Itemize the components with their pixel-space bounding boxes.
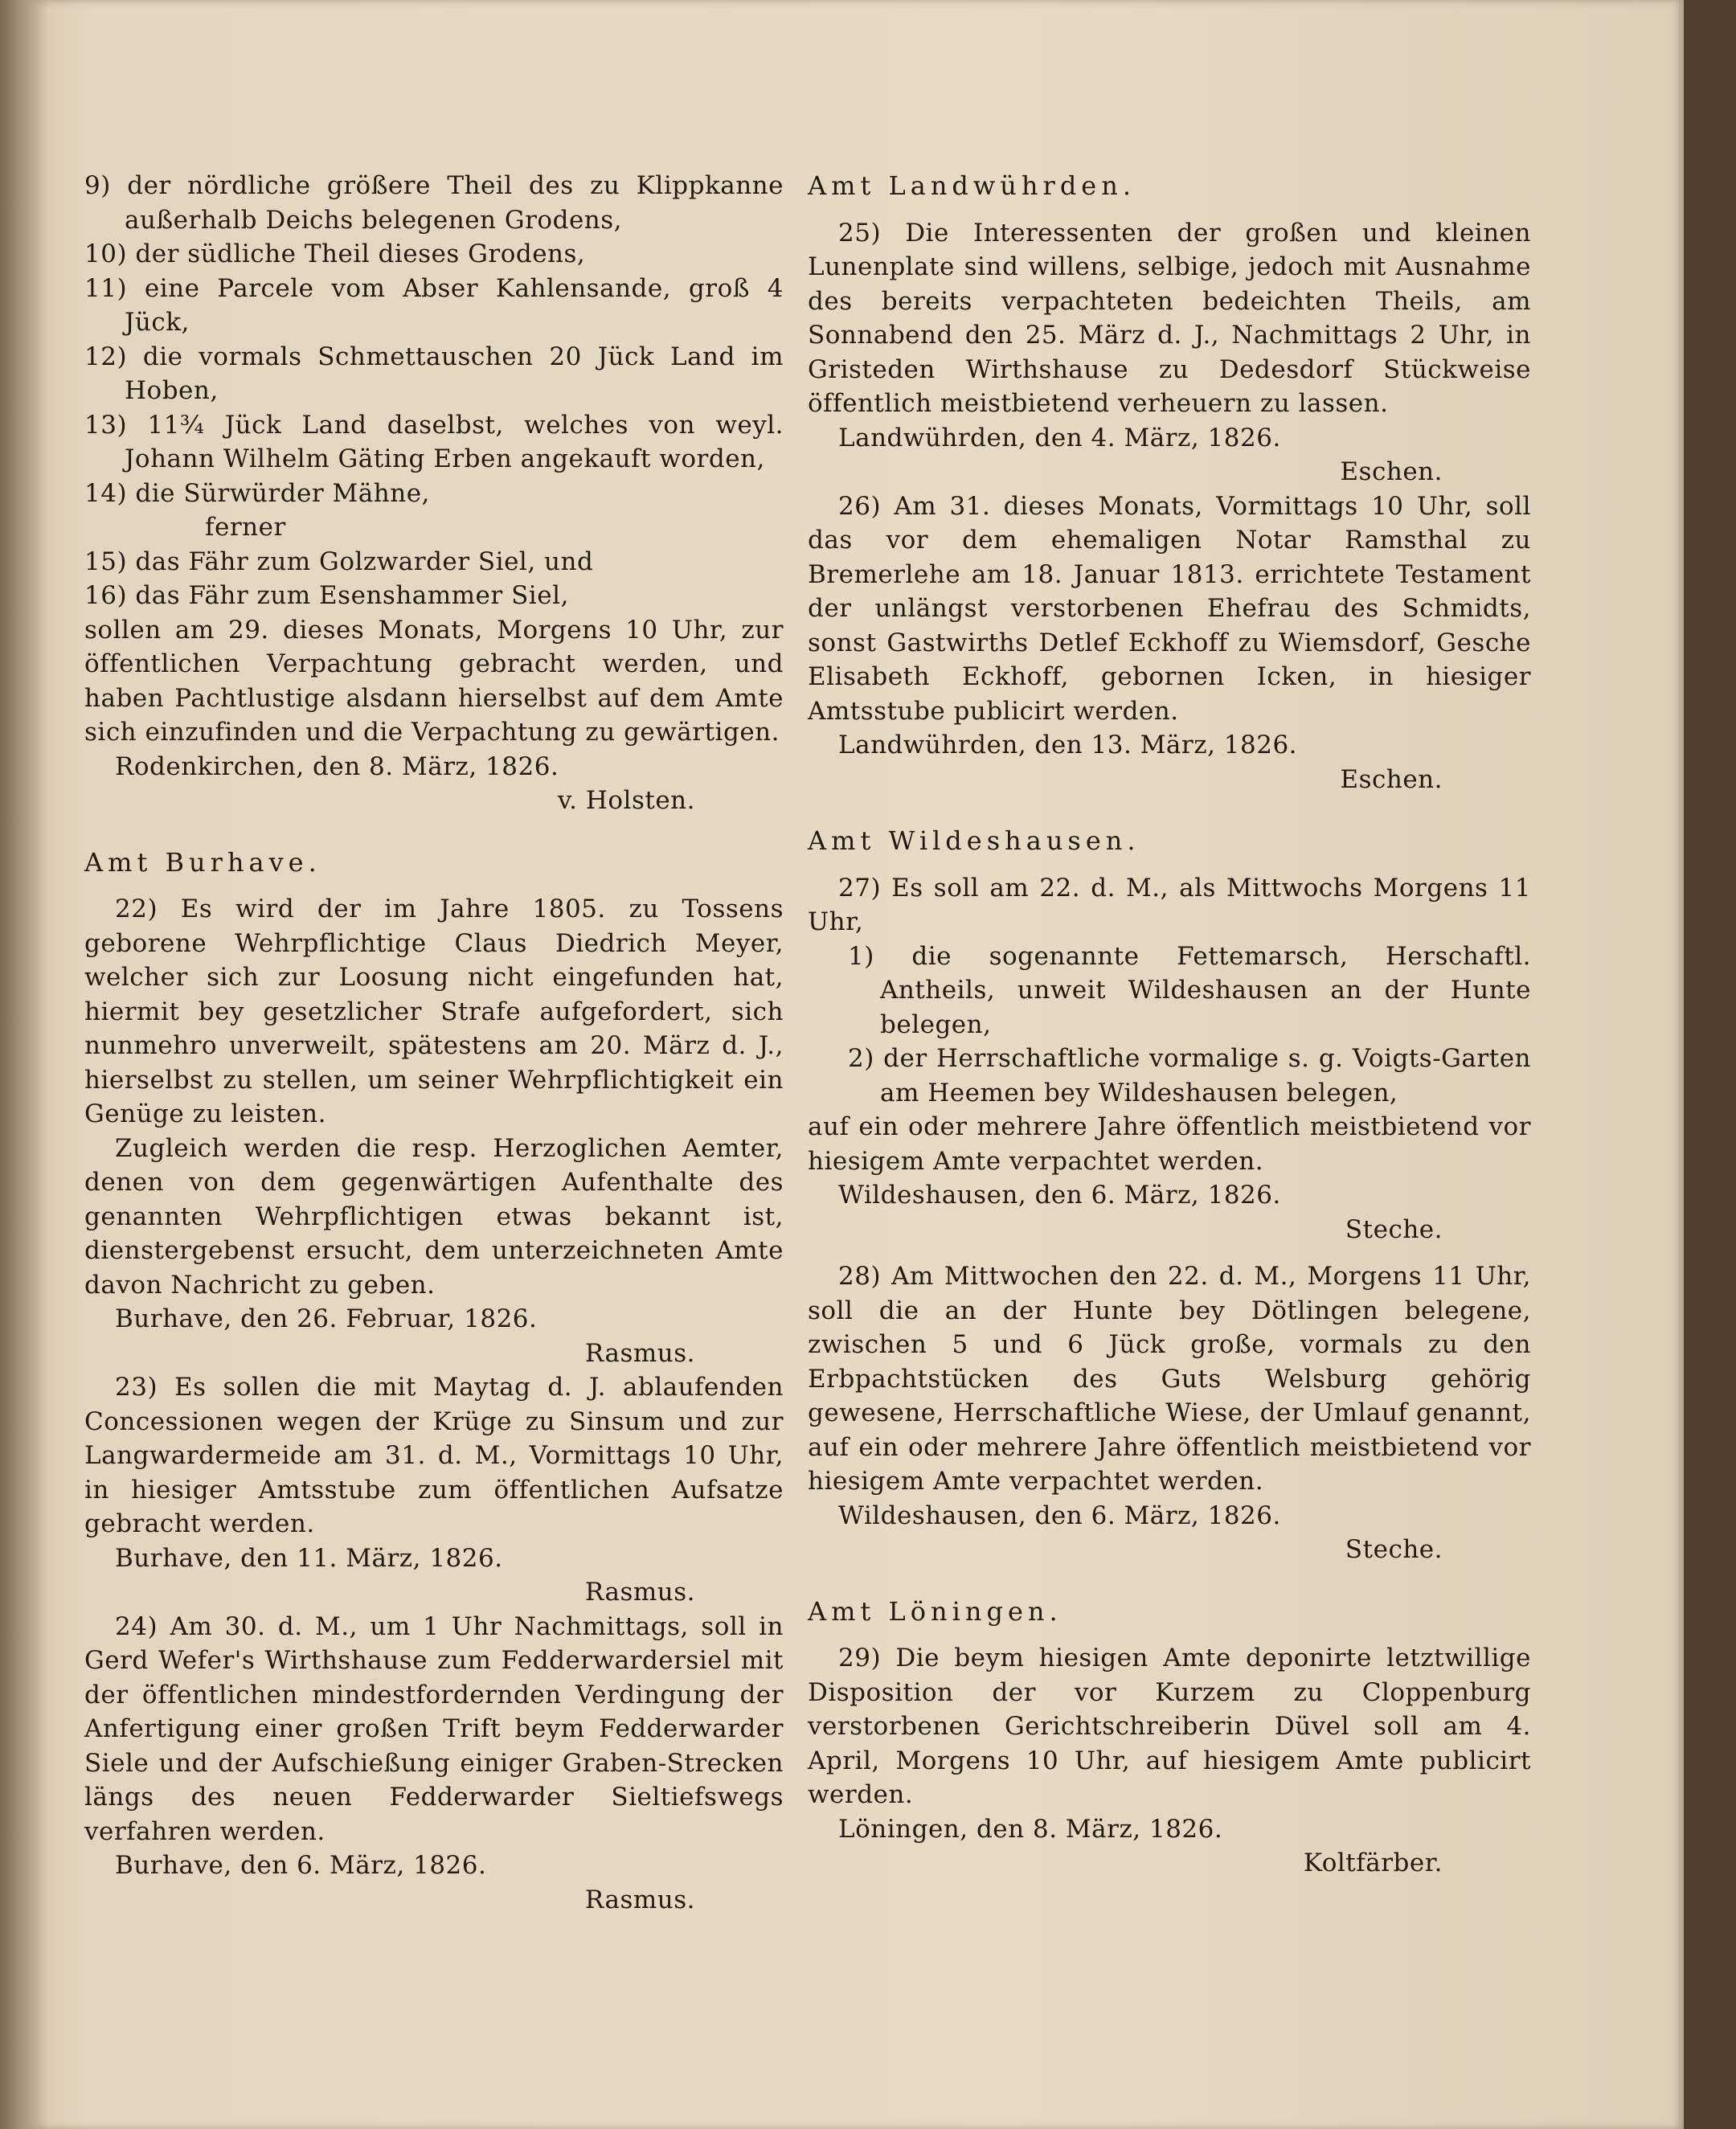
section-heading-wildeshausen: Amt Wildeshausen. bbox=[808, 825, 1140, 856]
list-item-16: 16) das Fähr zum Esenshammer Siel, bbox=[84, 581, 569, 610]
notice-23-date: Burhave, den 11. März, 1826. bbox=[115, 1543, 503, 1573]
section-heading-loeningen: Amt Löningen. bbox=[808, 1595, 1062, 1627]
notice-27-signature: Steche. bbox=[1345, 1214, 1443, 1244]
list-item-11: 11) eine Parcele vom Abser Kahlensande, groß 4 Jück, bbox=[84, 273, 784, 337]
notice-24-text: 24) Am 30. d. M., um 1 Uhr Nachmittags, soll in Gerd Wefer's Wirthshause zum Fedderwardersiel mit der öffentlichen mindestfordernden Verdingung der Anfertigung einer großen Trift beym Fedderwarder Siele und der Aufschießung einiger Graben-Strecken längs des neuen Fedderwarder Sieltiefswegs verfahren werden. bbox=[84, 1611, 784, 1846]
notice-24-date: Burhave, den 6. März, 1826. bbox=[115, 1851, 487, 1880]
list-item-15: 15) das Fähr zum Golzwarder Siel, und bbox=[84, 547, 594, 576]
notice-closing-signature: v. Holsten. bbox=[557, 786, 695, 815]
notice-28-signature: Steche. bbox=[1345, 1535, 1443, 1564]
notice-27-date: Wildeshausen, den 6. März, 1826. bbox=[838, 1181, 1281, 1210]
notice-27-item-2: 2) der Herrschaftliche vormalige s. g. Voigts-Garten am Heemen bey Wildeshausen belegen, bbox=[848, 1044, 1531, 1107]
book-gutter bbox=[0, 0, 48, 2129]
notice-22-text-2: Zugleich werden die resp. Herzoglichen Aemter, denen von dem gegenwärtigen Aufenthalte des genannten Wehrpflichtigen etwas bekannt ist, dienstergebenst ersucht, dem unterzeichneten Amte davon Nachricht zu geben. bbox=[84, 1133, 784, 1300]
list-item-14: 14) die Sürwürder Mähne, bbox=[84, 478, 430, 508]
list-connector: ferner bbox=[205, 513, 286, 542]
section-heading-landwuehrden: Amt Landwührden. bbox=[808, 170, 1136, 201]
notice-22-text: 22) Es wird der im Jahre 1805. zu Tossens geborene Wehrpflichtige Claus Diedrich Meyer, welcher sich zur Loosung nicht eingefunden hat, hiermit bey gesetzlicher Strafe aufgefordert, sich nunmehro unverweilt, spätestens am 20. März d. J., hierselbst zu stellen, um seiner Wehrpflichtigkeit ein Genüge zu leisten. bbox=[84, 895, 784, 1128]
notice-25-text: 25) Die Interessenten der großen und kleinen Lunenplate sind willens, selbige, jedoch mit Ausnahme des bereits verpachteten bedeichten Theils, am Sonnabend den 25. März d. J., Nachmittags 2 Uhr, in Gristeden Wirthshause zu Dedesdorf Stückweise öffentlich meistbietend verheuern zu lassen. bbox=[808, 218, 1531, 418]
notice-29-text: 29) Die beym hiesigen Amte deponirte letztwillige Disposition der vor Kurzem zu Cloppenburg verstorbenen Gerichtschreiberin Düvel soll am 4. April, Morgens 10 Uhr, auf hiesigem Amte publicirt werden. bbox=[808, 1644, 1531, 1809]
notice-26-signature: Eschen. bbox=[1340, 764, 1443, 794]
notice-27-tail: auf ein oder mehrere Jahre öffentlich meistbietend vor hiesigem Amte verpachtet werden. bbox=[808, 1112, 1531, 1176]
notice-24-signature: Rasmus. bbox=[584, 1885, 695, 1914]
list-item-9: 9) der nördliche größere Theil des zu Klippkanne außerhalb Deichs belegenen Grodens, bbox=[84, 171, 784, 235]
list-item-13: 13) 11¾ Jück Land daselbst, welches von weyl. Johann Wilhelm Gäting Erben angekauft worden, bbox=[84, 410, 784, 473]
notice-22-date: Burhave, den 26. Februar, 1826. bbox=[115, 1304, 538, 1333]
notice-closing-text: sollen am 29. dieses Monats, Morgens 10 Uhr, zur öffentlichen Verpachtung gebracht werden, und haben Pachtlustige alsdann hierselbst auf dem Amte sich einzufinden und die Verpachtung zu gewärtigen. bbox=[84, 615, 784, 747]
notice-26-text: 26) Am 31. dieses Monats, Vormittags 10 Uhr, soll das vor dem ehemaligen Notar Ramsthal zu Bremerlehe am 18. Januar 1813. errichtete Testament der unlängst verstorbenen Ehefrau des Schmidts, sonst Gastwirths Detlef Eckhoff zu Wiemsdorf, Gesche Elisabeth Eckhoff, gebornen Icken, in hiesiger Amtsstube publicirt werden. bbox=[808, 491, 1531, 726]
notice-29-date: Löningen, den 8. März, 1826. bbox=[838, 1814, 1223, 1844]
list-item-10: 10) der südliche Theil dieses Grodens, bbox=[84, 240, 586, 268]
notice-22-signature: Rasmus. bbox=[584, 1338, 695, 1368]
notice-23-text: 23) Es sollen die mit Maytag d. J. ablaufenden Concessionen wegen der Krüge zu Sinsum und zur Langwardermeide am 31. d. M., Vormittags 10 Uhr, in hiesiger Amtsstube zum öffentlichen Aufsatze gebracht werden. bbox=[84, 1373, 784, 1538]
notice-23-signature: Rasmus. bbox=[584, 1578, 695, 1607]
left-column bbox=[84, 169, 784, 1917]
notice-28-date: Wildeshausen, den 6. März, 1826. bbox=[838, 1501, 1281, 1530]
list-item-12: 12) die vormals Schmettauschen 20 Jück Land im Hoben, bbox=[84, 342, 784, 405]
notice-27-text: 27) Es soll am 22. d. M., als Mittwochs Morgens 11 Uhr, bbox=[808, 873, 1531, 936]
notice-25-signature: Eschen. bbox=[1340, 457, 1443, 486]
notice-26-date: Landwührden, den 13. März, 1826. bbox=[838, 731, 1298, 759]
notice-25-date: Landwührden, den 4. März, 1826. bbox=[838, 423, 1281, 452]
notice-28-text: 28) Am Mittwochen den 22. d. M., Morgens 11 Uhr, soll die an der Hunte bey Dötlingen belegene, zwischen 5 und 6 Jück große, vormals zu den Erbpachtstücken des Guts Welsburg gehörig gewesene, Herrschaftliche Wiese, der Umlauf genannt, auf ein oder mehrere Jahre öffentlich meistbietend vor hiesigem Amte verpachtet werden. bbox=[808, 1262, 1531, 1496]
right-column bbox=[808, 169, 1531, 1881]
notice-27-item-1: 1) die sogenannte Fettemarsch, Herschaftl. Antheils, unweit Wildeshausen an der Hunte belegen, bbox=[848, 941, 1531, 1039]
notice-29-signature: Koltfärber. bbox=[1303, 1849, 1443, 1877]
page-edge bbox=[1684, 0, 1736, 2129]
notice-closing-date: Rodenkirchen, den 8. März, 1826. bbox=[115, 751, 559, 781]
section-heading-burhave: Amt Burhave. bbox=[84, 846, 321, 878]
